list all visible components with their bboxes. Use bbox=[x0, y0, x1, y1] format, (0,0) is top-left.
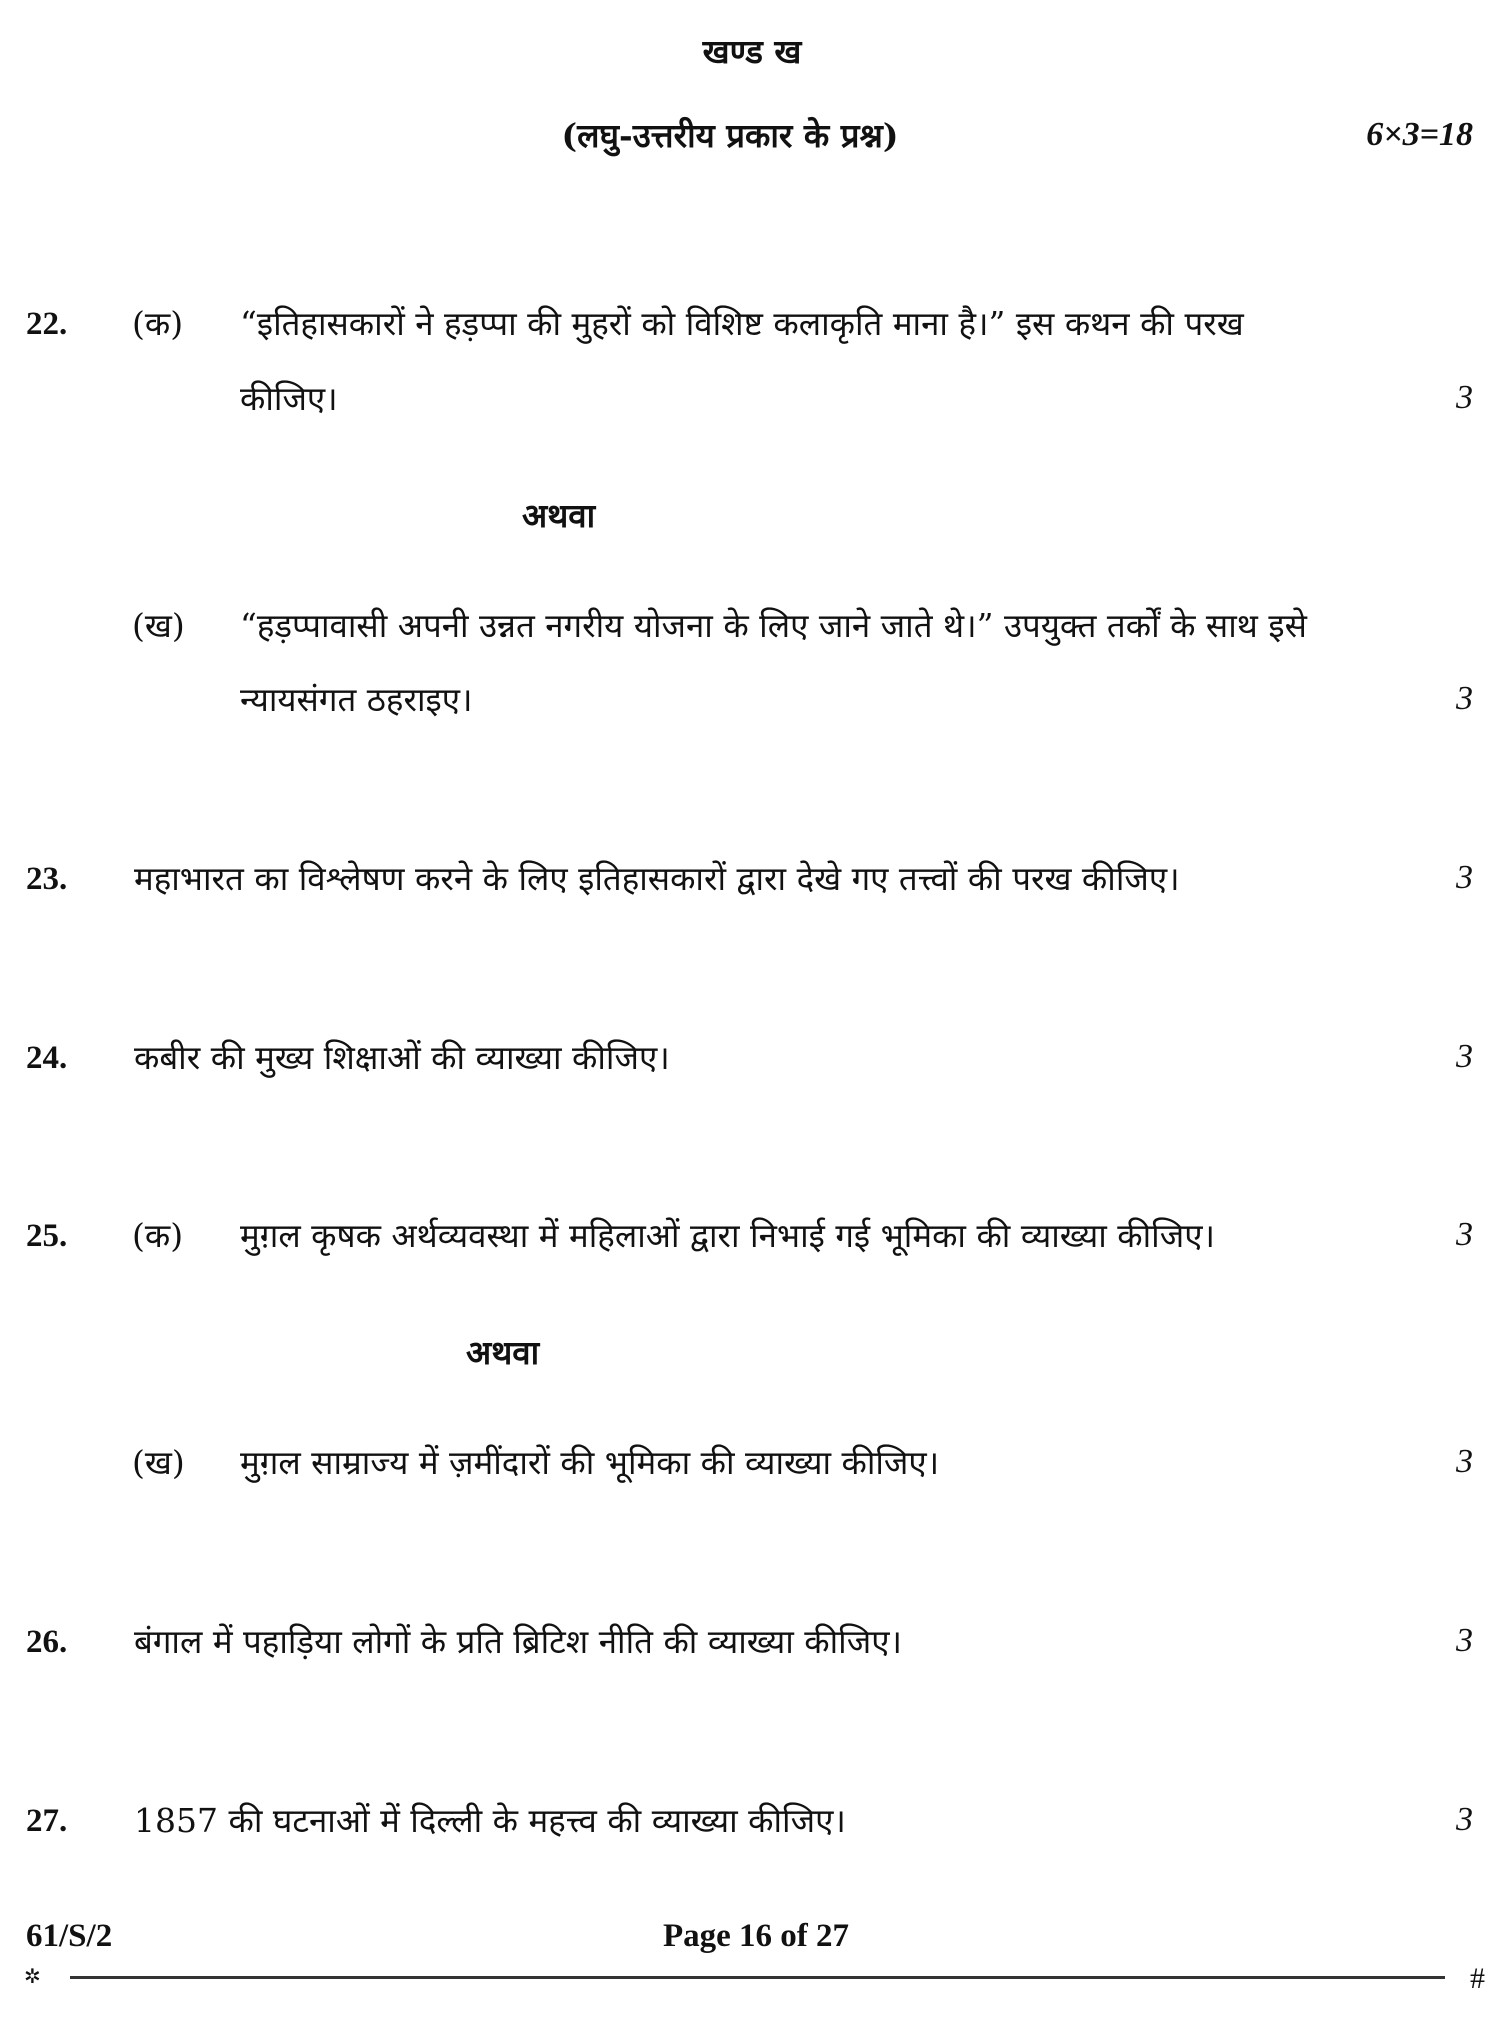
question-text: मुग़ल साम्राज्य में ज़मींदारों की भूमिका की व्याख्या कीजिए। bbox=[240, 1443, 940, 1482]
question-number: 27. bbox=[26, 1803, 68, 1839]
question-text: कीजिए। bbox=[240, 379, 338, 418]
question-marks: 3 bbox=[1456, 1038, 1473, 1075]
question-marks: 3 bbox=[1456, 379, 1473, 416]
section-subtitle: (लघु-उत्तरीय प्रकार के प्रश्न) bbox=[561, 116, 899, 155]
page-number: Page 16 of 27 bbox=[662, 1918, 850, 1954]
question-marks: 3 bbox=[1456, 859, 1473, 896]
question-marks: 3 bbox=[1456, 1801, 1473, 1838]
flower-symbol-icon: ✲ bbox=[24, 1964, 41, 1988]
question-marks: 3 bbox=[1456, 1216, 1473, 1253]
section-marks: 6×3=18 bbox=[1366, 116, 1473, 153]
question-text: कबीर की मुख्य शिक्षाओं की व्याख्या कीजिए। bbox=[134, 1038, 670, 1077]
question-text: न्यायसंगत ठहराइए। bbox=[240, 680, 473, 719]
question-marks: 3 bbox=[1456, 680, 1473, 717]
part-label: (ख) bbox=[132, 606, 185, 645]
or-label: अथवा bbox=[522, 496, 596, 535]
part-label: (क) bbox=[132, 304, 184, 343]
section-title: खण्ड ख bbox=[702, 32, 802, 71]
paper-code: 61/S/2 bbox=[26, 1918, 113, 1954]
question-number: 23. bbox=[26, 861, 68, 897]
part-label: (ख) bbox=[132, 1443, 185, 1482]
question-marks: 3 bbox=[1456, 1622, 1473, 1659]
question-marks: 3 bbox=[1456, 1443, 1473, 1480]
question-number: 24. bbox=[26, 1040, 68, 1076]
end-mark: # bbox=[1470, 1962, 1485, 1995]
question-text: “हड़प्पावासी अपनी उन्नत नगरीय योजना के लिए जाने जाते थे।” उपयुक्त तर्कों के साथ इसे bbox=[240, 606, 1307, 645]
question-text: महाभारत का विश्लेषण करने के लिए इतिहासकारों द्वारा देखे गए तत्त्वों की परख कीजिए। bbox=[134, 859, 1180, 898]
question-number: 25. bbox=[26, 1218, 68, 1254]
question-number: 22. bbox=[26, 306, 68, 342]
question-text: 1857 की घटनाओं में दिल्ली के महत्त्व की व्याख्या कीजिए। bbox=[134, 1801, 846, 1840]
footer-rule bbox=[70, 1976, 1445, 1979]
question-text: “इतिहासकारों ने हड़प्पा की मुहरों को विशिष्ट कलाकृति माना है।” इस कथन की परख bbox=[240, 304, 1244, 343]
question-number: 26. bbox=[26, 1624, 68, 1660]
or-label: अथवा bbox=[466, 1333, 540, 1372]
question-text: बंगाल में पहाड़िया लोगों के प्रति ब्रिटिश नीति की व्याख्या कीजिए। bbox=[134, 1622, 902, 1661]
part-label: (क) bbox=[132, 1216, 184, 1255]
question-text: मुग़ल कृषक अर्थव्यवस्था में महिलाओं द्वारा निभाई गई भूमिका की व्याख्या कीजिए। bbox=[240, 1216, 1215, 1255]
